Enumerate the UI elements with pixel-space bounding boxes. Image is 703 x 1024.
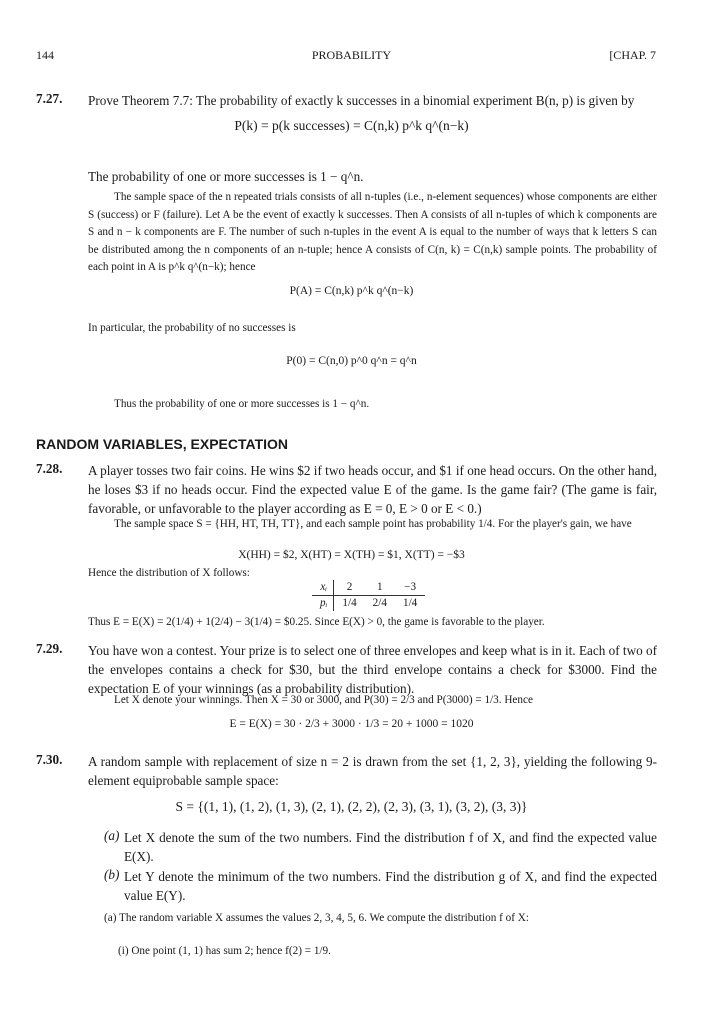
table-cell: 2 [334, 580, 365, 596]
solution-7-27-eq-pa: P(A) = C(n,k) p^k q^(n−k) [289, 285, 414, 297]
problem-7-29-text: You have won a contest. Your prize is to select one of three envelopes and keep what is in it. Each of two of the envelopes contains a check for $30, but the third envelope contains a check for $3000. Find the expectation E of your winnings (as a probability distribution). [88, 643, 657, 696]
distribution-table [312, 580, 425, 611]
table-cell: 1 [365, 580, 395, 596]
solution-7-27-no-success: In particular, the probability of no successes is [88, 322, 296, 334]
solution-7-28-gains: X(HH) = $2, X(HT) = X(TH) = $1, X(TT) = −$3 [238, 549, 465, 561]
problem-number-7-28: 7.28. [36, 461, 63, 476]
table-cell: −3 [395, 580, 425, 596]
problem-number-7-29: 7.29. [36, 641, 63, 656]
table-row [312, 580, 425, 596]
problem-7-27-text: Prove Theorem 7.7: The probability of exactly k successes in a binomial experiment B(n, p) is given by [88, 93, 635, 108]
part-a-text: Let X denote the sum of the two numbers. Find the distribution f of X, and find the expected value E(X). [124, 830, 657, 864]
part-a-label: (a) [104, 828, 120, 843]
problem-number-7-27: 7.27. [36, 91, 63, 106]
table-row-label: xᵢ [312, 580, 334, 596]
section-heading: RANDOM VARIABLES, EXPECTATION [36, 436, 289, 452]
table-cell: 1/4 [342, 597, 357, 609]
sample-space-equation: S = {(1, 1), (1, 2), (1, 3), (2, 1), (2, 2), (2, 3), (3, 1), (3, 2), (3, 3)} [175, 799, 528, 814]
solution-7-27-conclusion: Thus the probability of one or more successes is 1 − q^n. [114, 398, 370, 410]
solution-7-27-text: The sample space of the n repeated trials consists of all n-tuples (i.e., n-element sequences) whose components are either S (success) or F (failure). Let A be the event of exactly k successes. Then A consists of all n-tuples of which k components are S and n − k components are F. The number of such n-tuples in the event A is equal to the number of ways that k letters S can be distributed among the n components of an n-tuple; hence A consists of C(n, k) = C(n,k) sample points. The probability of each point in A is p^k q^(n−k); hence [88, 191, 657, 273]
page-number: 144 [36, 48, 54, 62]
problem-7-27-after-eq: The probability of one or more successes is 1 − q^n. [88, 169, 364, 184]
solution-7-28-distribution-intro: Hence the distribution of X follows: [88, 567, 250, 579]
chapter-label: [CHAP. 7 [609, 48, 656, 62]
table-row [312, 596, 425, 612]
table-cell: 2/4 [372, 597, 387, 609]
solution-7-29-text: Let X denote your winnings. Then X = 30 or 3000, and P(30) = 2/3 and P(3000) = 1/3. Hence [114, 694, 533, 706]
problem-number-7-30: 7.30. [36, 752, 63, 767]
table-cell: 1/4 [402, 597, 418, 609]
solution-7-27-eq-p0: P(0) = C(n,0) p^0 q^n = q^n [286, 355, 417, 367]
problem-7-28-text: A player tosses two fair coins. He wins $2 if two heads occur, and $1 if one head occurs. On the other hand, he loses $3 if no heads occur. Find the expected value E of the game. Is the game fair? (The game is fair, favorable, or unfavorable to the player according as E = 0, E > 0 or E < 0.) [88, 463, 657, 516]
solution-7-30-a-i: (i) One point (1, 1) has sum 2; hence f(2) = 1/9. [118, 945, 331, 957]
table-row-label: pᵢ [312, 596, 334, 612]
running-title: PROBABILITY [311, 48, 392, 62]
problem-7-30-text: A random sample with replacement of size n = 2 is drawn from the set {1, 2, 3}, yielding the following 9-element equiprobable sample space: [88, 754, 657, 788]
solution-7-29-expectation: E = E(X) = 30 · 2/3 + 3000 · 1/3 = 20 + 1000 = 1020 [229, 718, 474, 730]
solution-7-28-sample-space: The sample space S = {HH, HT, TH, TT}, and each sample point has probability 1/4. For the player's gain, we have [114, 518, 632, 530]
part-b-text: Let Y denote the minimum of the two numbers. Find the distribution g of X, and find the expected value E(Y). [124, 869, 657, 903]
solution-7-28-conclusion: Thus E = E(X) = 2(1/4) + 1(2/4) − 3(1/4) = $0.25. Since E(X) > 0, the game is favorable to the player. [88, 616, 545, 628]
solution-7-30-a: (a) The random variable X assumes the values 2, 3, 4, 5, 6. We compute the distribution f of X: [104, 912, 529, 924]
binomial-formula: P(k) = p(k successes) = C(n,k) p^k q^(n−k) [234, 118, 469, 133]
part-b-label: (b) [104, 867, 120, 882]
